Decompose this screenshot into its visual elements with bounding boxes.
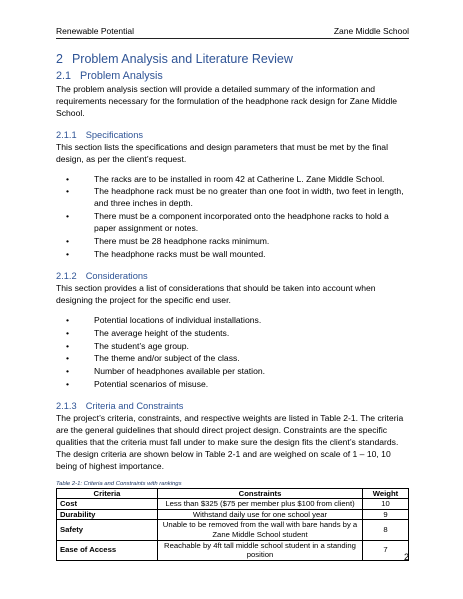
bullet-icon: • [66,173,70,184]
constraint-cell: Reachable by 4ft tall middle school student in a standing position [158,540,363,560]
bullet-icon: • [66,340,70,351]
problem-analysis-title: Problem Analysis [80,70,163,82]
specifications-heading [56,130,410,140]
list-item [56,315,410,327]
specifications-number: 2.1.1 [56,129,77,140]
weight-cell: 8 [363,520,409,540]
list-item [56,186,410,210]
list-item-text: Number of headphones available per station. [94,366,266,377]
list-item-text: Potential locations of individual installations. [94,314,262,325]
header-divider [56,38,409,39]
bullet-icon: • [66,186,70,197]
bullet-icon: • [66,236,70,247]
specifications-list [56,174,410,261]
list-item-text: The theme and/or subject of the class. [94,353,240,364]
criteria-body: The project’s criteria, constraints, and respective weights are listed in Table 2-1. The criteria are the general guidelines that should direct project design. Constraints are the specific qualities that the criteria must fall under to make sure the design fits the client’s standards. The design criteria are shown below in Table 2-1 and are weighed on scale of 1 – 10, 10 being of highest importance. [56,413,404,471]
considerations-title: Considerations [85,270,148,281]
table-row [57,499,409,510]
list-item-text: There must be 28 headphone racks minimum. [94,236,270,247]
list-item [56,328,410,340]
constraint-cell: Less than $325 ($75 per member plus $100 from client) [158,499,363,510]
criteria-cell: Cost [57,499,158,510]
list-item-text: The headphone rack must be no greater than one foot in width, two feet in length, and three inches in depth. [94,186,404,209]
criteria-heading [56,401,410,411]
bullet-icon: • [66,379,70,390]
bullet-icon: • [66,248,70,259]
criteria-number: 2.1.3 [56,401,77,412]
section-number: 2 [56,52,63,66]
problem-analysis-heading [56,70,410,82]
criteria-cell: Durability [57,509,158,520]
section-heading [56,52,410,66]
criteria-cell: Ease of Access [57,540,158,560]
column-header-constraints: Constraints [158,488,363,499]
table-row [57,540,409,560]
problem-analysis-body: The problem analysis section will provide a detailed summary of the information and requirements necessary for the formulation of the headphone rack design for Zane Middle School. [56,84,398,118]
header-left: Renewable Potential [56,26,134,36]
criteria-title: Criteria and Constraints [85,401,184,412]
list-item-text: The average height of the students. [94,327,230,338]
list-item [56,236,410,248]
weight-cell: 10 [363,499,409,510]
bullet-icon: • [66,327,70,338]
table-caption: Table 2-1: Criteria and Constraints with rankings [56,480,182,487]
criteria-table [56,488,409,561]
bullet-icon: • [66,366,70,377]
considerations-heading [56,271,410,281]
table-row [57,520,409,540]
list-item [56,211,410,235]
list-item [56,379,410,391]
bullet-icon: • [66,314,70,325]
considerations-number: 2.1.2 [56,270,77,281]
header-right: Zane Middle School [333,26,409,36]
bullet-icon: • [66,353,70,364]
table-row [57,509,409,520]
list-item [56,249,410,261]
list-item [56,366,410,378]
specifications-body: This section lists the specifications and design parameters that must be met by the final design, as per the client’s request. [56,141,388,164]
column-header-weight: Weight [363,488,409,499]
weight-cell: 9 [363,509,409,520]
problem-analysis-number: 2.1 [56,70,72,82]
specifications-title: Specifications [85,129,144,140]
list-item [56,341,410,353]
column-header-criteria: Criteria [57,488,158,499]
considerations-list [56,315,410,391]
list-item-text: There must be a component incorporated onto the headphone racks to hold a paper assignment or notes. [94,211,389,234]
weight-cell: 7 [363,540,409,560]
bullet-icon: • [66,211,70,222]
page-number: 2 [403,552,409,562]
constraint-cell: Withstand daily use for one school year [158,509,363,520]
section-title: Problem Analysis and Literature Review [71,52,293,66]
criteria-cell: Safety [57,520,158,540]
list-item-text: The student’s age group. [94,340,189,351]
list-item-text: The headphone racks must be wall mounted. [94,248,266,259]
document-body [56,46,410,561]
constraint-cell: Unable to be removed from the wall with bare hands by a Zane Middle School student [158,520,363,540]
list-item [56,353,410,365]
list-item-text: Potential scenarios of misuse. [94,379,209,390]
list-item [56,174,410,186]
list-item-text: The racks are to be installed in room 42 at Catherine L. Zane Middle School. [94,173,385,184]
considerations-body: This section provides a list of considerations that should be taken into account when designing the project for the specific end user. [56,282,376,305]
table-header-row [57,488,409,499]
